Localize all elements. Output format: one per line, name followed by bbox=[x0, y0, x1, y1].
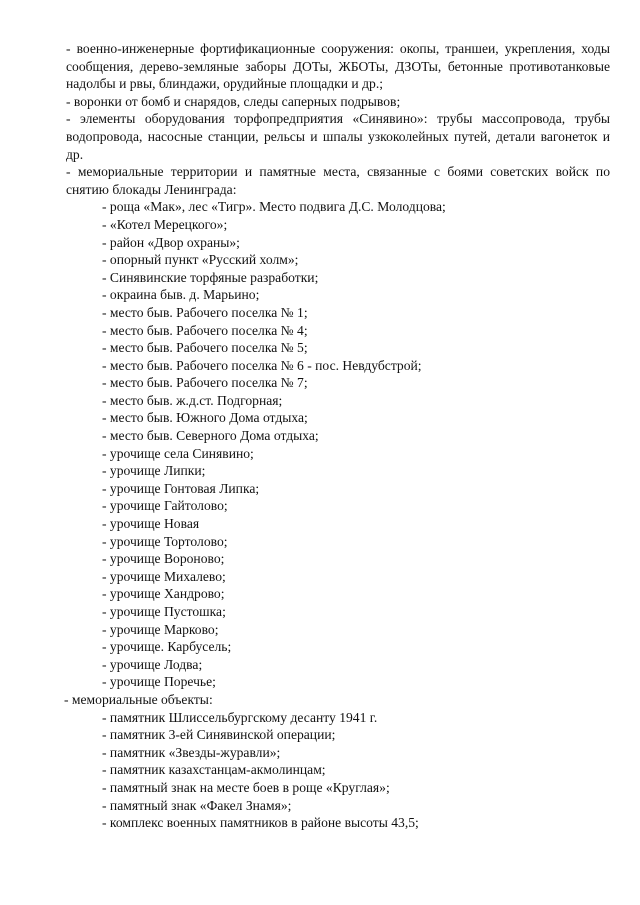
list-item: - «Котел Мерецкого»; bbox=[102, 216, 228, 232]
list-item: - место быв. Рабочего поселка № 4; bbox=[102, 322, 308, 338]
list-item: - урочище Поречье; bbox=[102, 674, 216, 690]
list-item: - памятник Шлиссельбургскому десанту 1941 г. bbox=[102, 709, 378, 725]
list-item: - роща «Мак», лес «Тигр». Место подвига Д.С. Молодцова; bbox=[102, 199, 446, 215]
paragraph-fortifications: - военно-инженерные фортификационные сооружения: окопы, траншеи, укрепления, ходы сообщения, дерево-земляные заборы ДОТы, ЖБОТы, ДЗОТы, бетонные противотанковые надолбы и рвы, блиндажи, орудийные площадки и др.; bbox=[66, 41, 610, 92]
list-item: - урочище Михалево; bbox=[102, 568, 226, 584]
list-item: - Синявинские торфяные разработки; bbox=[102, 269, 319, 285]
list-item: - урочище Гайтолово; bbox=[102, 498, 228, 514]
list-item: - урочище Липки; bbox=[102, 463, 206, 479]
list-item: - урочище Тортолово; bbox=[102, 533, 228, 549]
list-item: - урочище Лодва; bbox=[102, 656, 203, 672]
list-item: - урочище Пустошка; bbox=[102, 604, 226, 619]
list-item: - место быв. Северного Дома отдыха; bbox=[102, 428, 319, 444]
list-item: - урочище села Синявино; bbox=[102, 445, 254, 461]
list-item: - комплекс военных памятников в районе высоты 43,5; bbox=[102, 815, 419, 831]
list-item: - урочище Хандрово; bbox=[102, 586, 225, 602]
list-item: - место быв. Рабочего поселка № 1; bbox=[102, 304, 308, 320]
paragraph-craters: - воронки от бомб и снарядов, следы саперных подрывов; bbox=[66, 93, 401, 109]
memorial-objects-heading: - мемориальные объекты: bbox=[64, 691, 213, 707]
list-item: - памятник казахстанцам-акмолинцам; bbox=[102, 762, 326, 778]
list-item: - место быв. Рабочего поселка № 7; bbox=[102, 375, 308, 391]
list-item: - место быв. Рабочего поселка № 5; bbox=[102, 340, 308, 356]
list-item: - памятник 3-ей Синявинской операции; bbox=[102, 727, 336, 743]
memorial-objects-list bbox=[66, 709, 610, 832]
list-item: - урочище. Карбусель; bbox=[102, 639, 232, 655]
list-item: - урочище Марково; bbox=[102, 621, 219, 637]
list-item: - памятник «Звезды-журавли»; bbox=[102, 744, 281, 760]
list-item: - урочище Гонтовая Липка; bbox=[102, 480, 260, 496]
list-item: - памятный знак «Факел Знамя»; bbox=[102, 797, 292, 813]
list-item: - урочище Новая bbox=[102, 516, 200, 532]
list-item: - окраина быв. д. Марьино; bbox=[102, 287, 260, 303]
list-item: - район «Двор охраны»; bbox=[102, 234, 240, 250]
list-item: - урочище Вороново; bbox=[102, 551, 225, 567]
list-item: - место быв. Рабочего поселка № 6 - пос. Невдубстрой; bbox=[102, 357, 422, 373]
memorial-places-list bbox=[66, 198, 610, 691]
paragraph-memorial-territories: - мемориальные территории и памятные места, связанные с боями советских войск по снятию блокады Ленинграда: bbox=[66, 164, 610, 197]
document-page bbox=[66, 40, 610, 832]
list-item: - опорный пункт «Русский холм»; bbox=[102, 252, 299, 268]
list-item: - место быв. Южного Дома отдыха; bbox=[102, 410, 308, 426]
list-item: - место быв. ж.д.ст. Подгорная; bbox=[102, 392, 283, 408]
list-item: - памятный знак на месте боев в роще «Круглая»; bbox=[102, 779, 390, 795]
paragraph-peat-equipment: - элементы оборудования торфопредприятия «Синявино»: трубы массопровода, трубы водопровода, насосные станции, рельсы и шпалы узкоколейных путей, детали вагонеток и др. bbox=[66, 111, 610, 162]
